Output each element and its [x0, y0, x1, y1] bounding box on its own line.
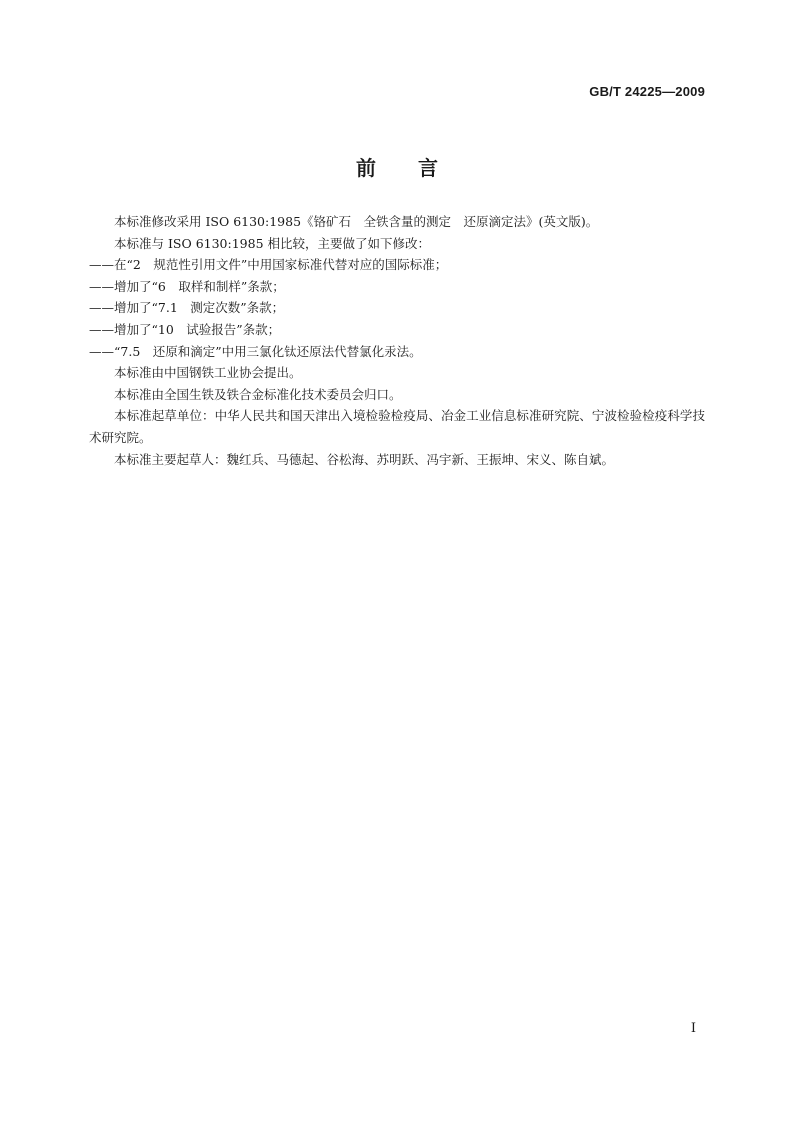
paragraph-changes-intro: 本标准与 ISO 6130:1985 相比较，主要做了如下修改：: [114, 235, 431, 251]
page-title: 前言: [356, 156, 480, 180]
paragraph-drafters: 本标准主要起草人：魏红兵、马德起、谷松海、苏明跃、冯宇新、王振坤、宋义、陈自斌。: [114, 451, 615, 467]
list-item-change: ——增加了“6 取样和制样”条款；: [89, 278, 285, 294]
paragraph-proposer: 本标准由中国钢铁工业协会提出。: [114, 365, 302, 381]
paragraph-committee: 本标准由全国生铁及铁合金标准化技术委员会归口。: [114, 386, 402, 402]
page-number: I: [690, 1021, 696, 1036]
foreword-body: [89, 211, 705, 470]
list-item-change: ——在“2 规范性引用文件”中用国家标准代替对应的国际标准；: [89, 257, 448, 273]
list-item-change: ——增加了“10 试验报告”条款；: [89, 321, 281, 337]
standard-code: GB/T 24225—2009: [589, 84, 705, 99]
paragraph-adoption: 本标准修改采用 ISO 6130:1985《铬矿石 全铁含量的测定 还原滴定法》(英文版)。: [114, 214, 599, 229]
paragraph-drafting-units: 本标准起草单位：中华人民共和国天津出入境检验检疫局、冶金工业信息标准研究院、宁波检验检疫科学技术研究院。: [89, 408, 705, 445]
list-item-change: ——增加了“7.1 测定次数”条款；: [89, 300, 285, 316]
list-item-change: ——“7.5 还原和滴定”中用三氯化钛还原法代替氯化汞法。: [89, 343, 422, 359]
